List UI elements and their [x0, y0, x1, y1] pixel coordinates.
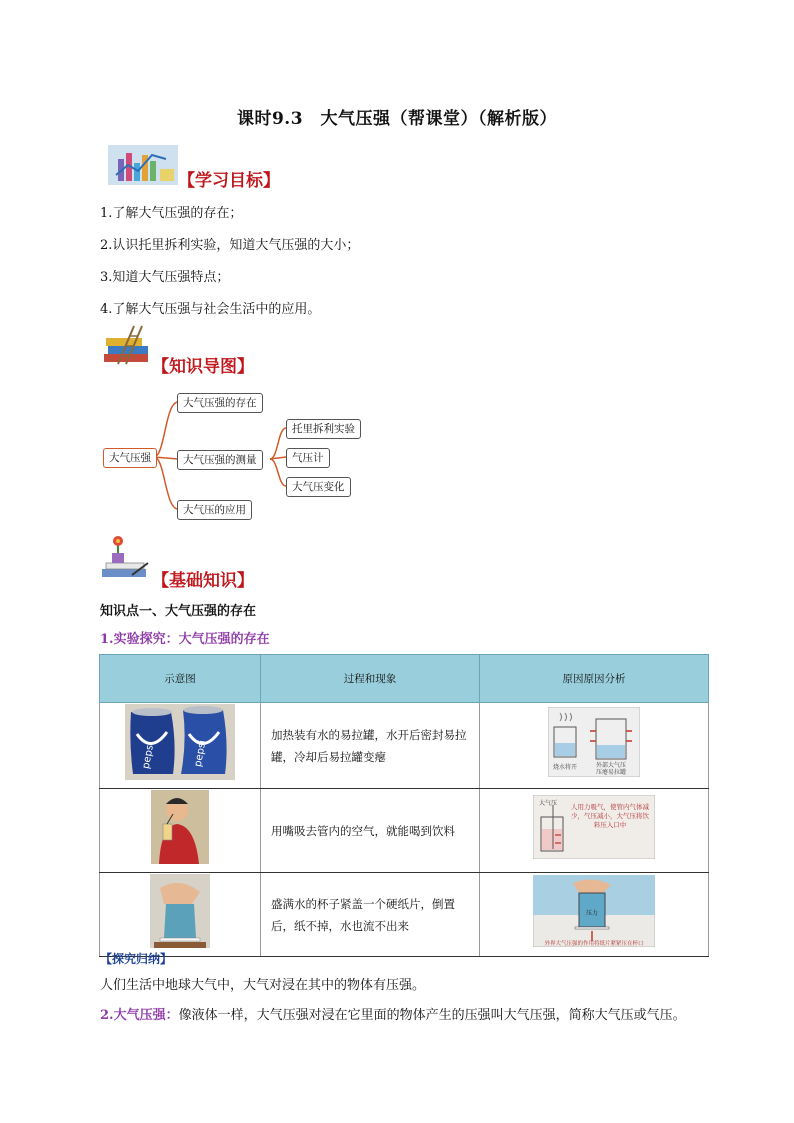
- table-header: 过程和现象: [261, 655, 480, 703]
- table-row: [100, 873, 709, 957]
- knowledge-subheading: 1.实验探究：大气压强的存在: [100, 632, 270, 647]
- table-row: [100, 789, 709, 873]
- mindmap-node: 大气压强的存在: [177, 393, 263, 413]
- table-header: 原因原因分析: [480, 655, 709, 703]
- inverted-cup-diagram: [533, 875, 655, 947]
- diagram-note: 压力: [585, 910, 599, 917]
- crushed-cans-photo: [125, 704, 235, 780]
- section-title-mindmap: 【知识导图】: [152, 357, 254, 377]
- mindmap-node: 托里拆利实验: [286, 419, 361, 439]
- mindmap-node: 大气压变化: [286, 477, 351, 497]
- section-title-basics: 【基础知识】: [152, 571, 254, 591]
- goal-item: 3.知道大气压强特点；: [100, 270, 230, 285]
- definition-paragraph: [100, 1004, 686, 1023]
- can-diagram: [548, 707, 640, 777]
- table-row: [100, 703, 709, 789]
- goal-item: 2.认识托里拆利实验，知道大气压强的大小；: [100, 238, 360, 253]
- section-title-goals: 【学习目标】: [178, 171, 280, 191]
- experiment-table: [99, 654, 709, 957]
- diagram-note: 大气压: [539, 800, 558, 807]
- boy-drinking-photo: [151, 790, 209, 864]
- inverted-cup-photo: [150, 874, 210, 948]
- document-title: 课时9.3 大气压强（帮课堂）（解析版）: [236, 109, 558, 129]
- mindmap-node: 大气压强的测量: [177, 450, 263, 470]
- diagram-note: 人用力吸气，使管内气体减少，气压减小，大气压将饮料压入口中: [571, 803, 649, 829]
- mindmap-root: 大气压强: [103, 448, 157, 468]
- mindmap-node: 气压计: [286, 448, 330, 468]
- goal-item: 4.了解大气压强与社会生活中的应用。: [100, 302, 321, 317]
- process-text: 盛满水的杯子紧盖一个硬纸片，倒置后，纸不掉，水也流不出来: [261, 873, 480, 957]
- process-text: 用嘴吸去管内的空气，就能喝到饮料: [261, 789, 480, 873]
- can-label: pepsi: [140, 741, 157, 770]
- diagram-note: 外界大气压强的作用将纸片紧紧压在杯口: [544, 941, 644, 947]
- diagram-note: 压瘪易拉罐: [595, 769, 627, 776]
- definition-text: 像液体一样，大气压强对浸在它里面的物体产生的压强叫大气压强，简称大气压或气压。: [178, 1008, 686, 1023]
- table-header-row: [100, 655, 709, 703]
- flower-books-icon: [100, 533, 154, 581]
- definition-label: 2.大气压强：: [100, 1008, 179, 1023]
- inductive-label: 【探究归纳】: [100, 952, 173, 966]
- table-header: 示意图: [100, 655, 261, 703]
- straw-diagram: [533, 795, 655, 859]
- goal-item: 1.了解大气压强的存在；: [100, 206, 243, 221]
- diagram-note: 烧水将开: [552, 764, 578, 771]
- mindmap-node: 大气压的应用: [177, 500, 252, 520]
- inductive-text: 人们生活中地球大气中，大气对浸在其中的物体有压强。: [100, 978, 426, 993]
- knowledge-point-heading: 知识点一、大气压强的存在: [100, 604, 257, 619]
- can-label: pepsi: [192, 739, 209, 768]
- diagram-note: 外部大气压: [595, 762, 627, 769]
- process-text: 加热装有水的易拉罐，水开后密封易拉罐，冷却后易拉罐变瘪: [261, 703, 480, 789]
